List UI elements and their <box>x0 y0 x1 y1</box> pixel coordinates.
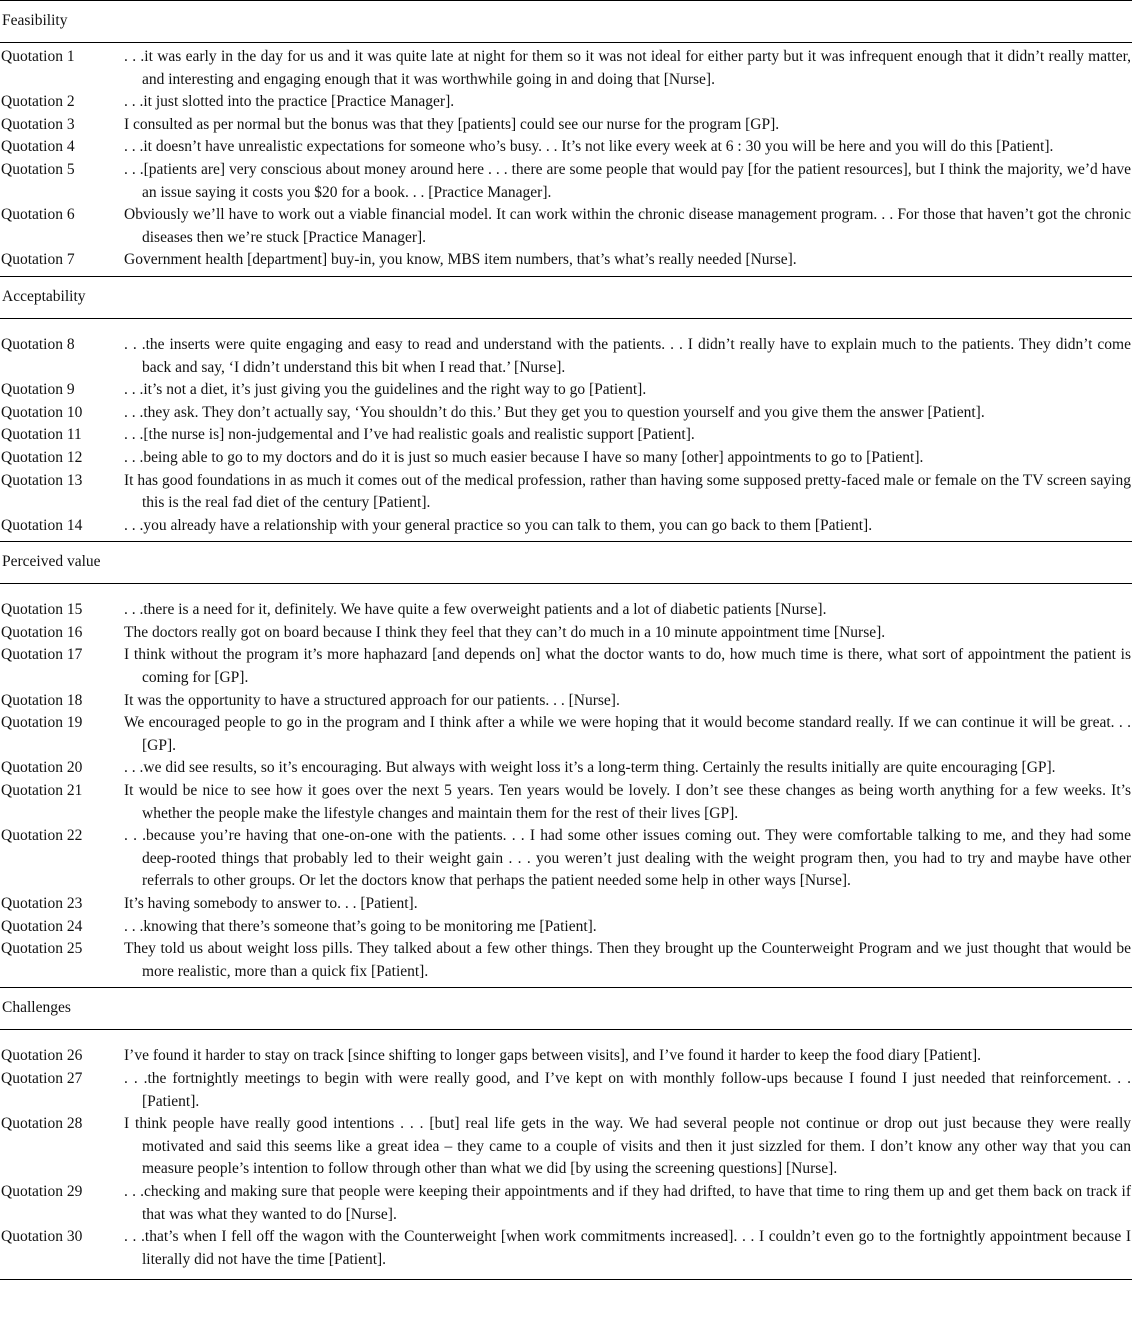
table-row <box>0 1113 1132 1181</box>
table-row <box>0 159 1132 204</box>
quotation-label: Quotation 27 <box>1 1069 83 1087</box>
quotation-label: Quotation 28 <box>1 1115 83 1133</box>
quotation-label: Quotation 6 <box>1 206 75 224</box>
quotation-label: Quotation 10 <box>1 403 83 421</box>
quotation-label: Quotation 18 <box>1 691 83 709</box>
quotation-label: Quotation 25 <box>1 940 83 958</box>
table-row <box>0 712 1132 757</box>
quotation-text: . . .it’s not a diet, it’s just giving you the guidelines and the right way to go [Patient]. <box>124 381 647 399</box>
quotation-label: Quotation 21 <box>1 782 83 800</box>
table-row <box>0 780 1132 825</box>
quotation-text: . . .they ask. They don’t actually say, ‘You shouldn’t do this.’ But they get you to question yourself and you give them the answer [Patient]. <box>124 403 985 421</box>
quotation-text: Government health [department] buy-in, you know, MBS item numbers, that’s what’s really needed [Nurse]. <box>124 251 797 269</box>
quotation-label: Quotation 1 <box>1 48 75 65</box>
quotation-text: . . .knowing that there’s someone that’s going to be monitoring me [Patient]. <box>124 917 597 935</box>
table-row <box>0 690 1132 713</box>
table-row <box>0 622 1132 645</box>
quotation-text: . . .[patients are] very conscious about money around here . . . there are some people that would pay [for the patient resources], but I think the majority, we’d have an issue saying it costs you $20 for a book. . . [Practice Manager]. <box>124 160 1131 201</box>
quotation-text: . . .checking and making sure that people were keeping their appointments and if they had drifted, to have that time to ring them up and get them back on track if that was what they wanted to do [Nurse]. <box>124 1182 1131 1223</box>
quotation-label: Quotation 30 <box>1 1228 83 1246</box>
quotation-label: Quotation 23 <box>1 895 83 912</box>
quotation-label: Quotation 8 <box>1 335 75 353</box>
section-heading: Challenges <box>2 999 71 1017</box>
table-row <box>0 424 1132 447</box>
quotation-text: . . .that’s when I fell off the wagon with the Counterweight [when work commitments increased]. . . I couldn’t even go to the fortnightly appointment because I literally did not have the time [Patient]. <box>124 1228 1131 1268</box>
quotation-text: . . .because you’re having that one-on-one with the patients. . . I had some other issues coming out. They were comfortable talking to me, and they had some deep-rooted things that probably led to their weight gain . . . you weren’t just dealing with the weight program then, you had to try and maybe have other referrals to other groups. Or let the doctors know that perhaps the patient needed some help in other ways [Nurse]. <box>124 827 1131 890</box>
section-heading: Feasibility <box>2 12 68 29</box>
table-bottom-rule <box>0 1279 1132 1280</box>
table-row <box>0 402 1132 425</box>
quotation-text: It’s having somebody to answer to. . . [Patient]. <box>124 895 418 912</box>
quotation-label: Quotation 9 <box>1 381 75 399</box>
quotation-label: Quotation 15 <box>1 601 83 619</box>
quotation-text: I’ve found it harder to stay on track [since shifting to longer gaps between visits], and I’ve found it harder to keep the food diary [Patient]. <box>124 1047 981 1065</box>
quotation-text: . . .there is a need for it, definitely. We have quite a few overweight patients and a lot of diabetic patients [Nurse]. <box>124 601 827 619</box>
quotation-label: Quotation 5 <box>1 160 75 178</box>
quotation-label: Quotation 20 <box>1 759 83 777</box>
table-row <box>0 916 1132 939</box>
quotation-label: Quotation 22 <box>1 827 83 845</box>
quotation-label: Quotation 24 <box>1 917 83 935</box>
table-row <box>0 938 1132 983</box>
quotation-text: . . .you already have a relationship with your general practice so you can talk to them, you can go back to them [Patient]. <box>124 516 873 534</box>
quotation-text: The doctors really got on board because I think they feel that they can’t do much in a 10 minute appointment time [Nurse]. <box>124 623 886 641</box>
quotation-text: It has good foundations in as much it comes out of the medical profession, rather than having some supposed pretty-faced male or female on the TV screen saying this is the real fad diet of the century [Patient]. <box>124 471 1131 512</box>
quotation-text: It was the opportunity to have a structured approach for our patients. . . [Nurse]. <box>124 691 620 709</box>
quotation-text: . . .the fortnightly meetings to begin with were really good, and I’ve kept on with monthly follow-ups because I found I just needed that reinforcement. . . [Patient]. <box>124 1069 1131 1110</box>
table-row <box>0 1226 1132 1271</box>
quotation-text: I consulted as per normal but the bonus was that they [patients] could see our nurse for the program [GP]. <box>124 115 780 133</box>
table-row <box>0 1181 1132 1226</box>
table-row <box>0 379 1132 402</box>
quotation-text: . . .[the nurse is] non-judgemental and I’ve had realistic goals and realistic support [Patient]. <box>124 426 695 444</box>
table-row <box>0 1045 1132 1068</box>
table-row <box>0 334 1132 379</box>
section-heading: Perceived value <box>2 553 101 571</box>
quotation-label: Quotation 12 <box>1 448 83 466</box>
quotation-text: I think without the program it’s more haphazard [and depends on] what the doctor wants to do, how much time is there, what sort of appointment the patient is coming for [GP]. <box>124 646 1131 687</box>
quotation-label: Quotation 11 <box>1 426 82 444</box>
quotation-label: Quotation 4 <box>1 138 75 156</box>
quotation-text: . . .we did see results, so it’s encouraging. But always with weight loss it’s a long-term thing. Certainly the results initially are quite encouraging [GP]. <box>124 759 1056 777</box>
quotation-label: Quotation 17 <box>1 646 83 664</box>
table-row <box>0 644 1132 689</box>
quotation-label: Quotation 7 <box>1 251 75 269</box>
quotation-label: Quotation 2 <box>1 93 75 111</box>
quotation-label: Quotation 3 <box>1 115 75 133</box>
table-row <box>0 447 1132 470</box>
quotation-text: . . .it was early in the day for us and it was quite late at night for them so it was not ideal for either party but it was infrequent enough that it didn’t really matter, and interesting and engaging enough that it was worthwhile going in and doing that [Nurse]. <box>124 48 1131 88</box>
quotation-text: . . .it doesn’t have unrealistic expectations for someone who’s busy. . . It’s not like every week at 6 : 30 you will be here and you will do this [Patient]. <box>124 138 1054 156</box>
table-row <box>0 204 1132 249</box>
table-row <box>0 893 1132 916</box>
table-row <box>0 91 1132 114</box>
quotation-label: Quotation 19 <box>1 714 83 732</box>
quotation-label: Quotation 14 <box>1 516 83 534</box>
table-row <box>0 515 1132 538</box>
quotation-text: I think people have really good intentions . . . [but] real life gets in the way. We had several people not continue or drop out just because they were really motivated and said this seems like a great idea – they came to a couple of visits and then it just sizzled for them. I don’t know any other way that you can measure people’s intention to follow through other than what we did [by using the screening questions] [Nurse]. <box>124 1115 1131 1178</box>
table-row <box>0 1068 1132 1113</box>
table-row <box>0 470 1132 515</box>
quotation-text: . . .the inserts were quite engaging and easy to read and understand with the patients. . . I didn’t really have to explain much to the patients. They didn’t come back and say, ‘I didn’t understand this bit when I read that.’ [Nurse]. <box>124 335 1131 376</box>
quotation-text: We encouraged people to go in the program and I think after a while we were hoping that it would become standard really. If we can continue it will be great. . . [GP]. <box>124 714 1131 754</box>
quotation-label: Quotation 13 <box>1 471 83 489</box>
section-heading: Acceptability <box>2 287 86 305</box>
quotation-text: . . .it just slotted into the practice [Practice Manager]. <box>124 93 455 111</box>
quotation-text: It would be nice to see how it goes over the next 5 years. Ten years would be lovely. I don’t see these changes as being worth anything for a few weeks. It’s whether the people make the lifestyle changes and maintain them for the rest of their lives [GP]. <box>124 782 1131 822</box>
table-row <box>0 599 1132 622</box>
table-row <box>0 757 1132 780</box>
quotation-label: Quotation 26 <box>1 1047 83 1065</box>
quotation-text: Obviously we’ll have to work out a viable financial model. It can work within the chronic disease management program. . . For those that haven’t got the chronic diseases then we’re stuck [Practice Manager]. <box>124 206 1131 246</box>
table-row <box>0 46 1132 91</box>
quotation-text: . . .being able to go to my doctors and do it is just so much easier because I have so many [other] appointments to go to [Patient]. <box>124 448 924 466</box>
quotation-label: Quotation 29 <box>1 1182 83 1200</box>
table-row <box>0 825 1132 893</box>
table-row <box>0 136 1132 159</box>
table-row <box>0 249 1132 272</box>
table-row <box>0 114 1132 137</box>
quotation-label: Quotation 16 <box>1 623 83 641</box>
quotation-text: They told us about weight loss pills. They talked about a few other things. Then they brought up the Counterweight Program and we just thought that would be more realistic, more than a quick fix [Patient]. <box>124 940 1131 980</box>
